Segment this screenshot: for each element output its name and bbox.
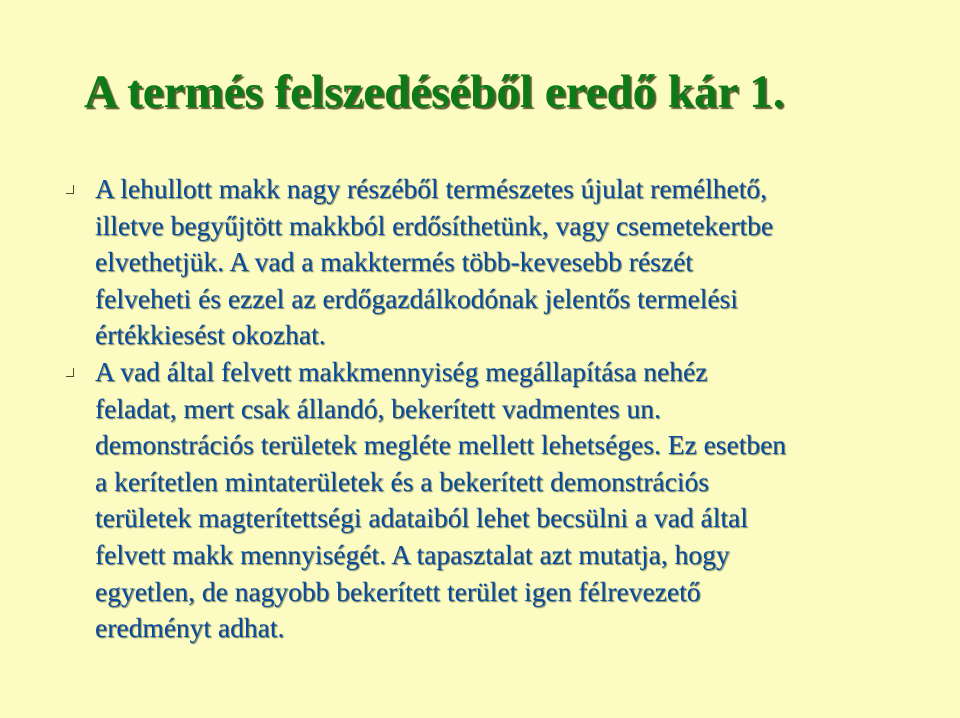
bullet-item [0,354,960,647]
slide-title: A termés felszedéséből eredő kár 1. [84,66,785,118]
bullet-list [0,171,960,647]
bullet-item [0,171,960,354]
bullet-text: A vad által felvett makkmennyiség megállapítása nehéz feladat, mert csak állandó, bekerített vadmentes un. demonstrációs területek megléte mellett lehetséges. Ez esetben a kerítetlen mintaterületek és a bekerített demonstrációs területek magterítettségi adataiból lehet becsülni a vad által felvett makk mennyiségét. A tapasztalat azt mutatja, hogy egyetlen, de nagyobb bekerített terület igen félrevezető eredményt adhat. [95,355,787,644]
bullet-marker-icon [66,368,74,377]
bullet-marker-icon [66,185,74,194]
bullet-text: A lehullott makk nagy részéből természetes újulat remélhető, illetve begyűjtött makkból erdősíthetünk, vagy csemetekertbe elvethetjük. A vad a makktermés több-kevesebb részét felveheti és ezzel az erdőgazdálkodónak jelentős termelési értékkiesést okozhat. [95,173,774,351]
